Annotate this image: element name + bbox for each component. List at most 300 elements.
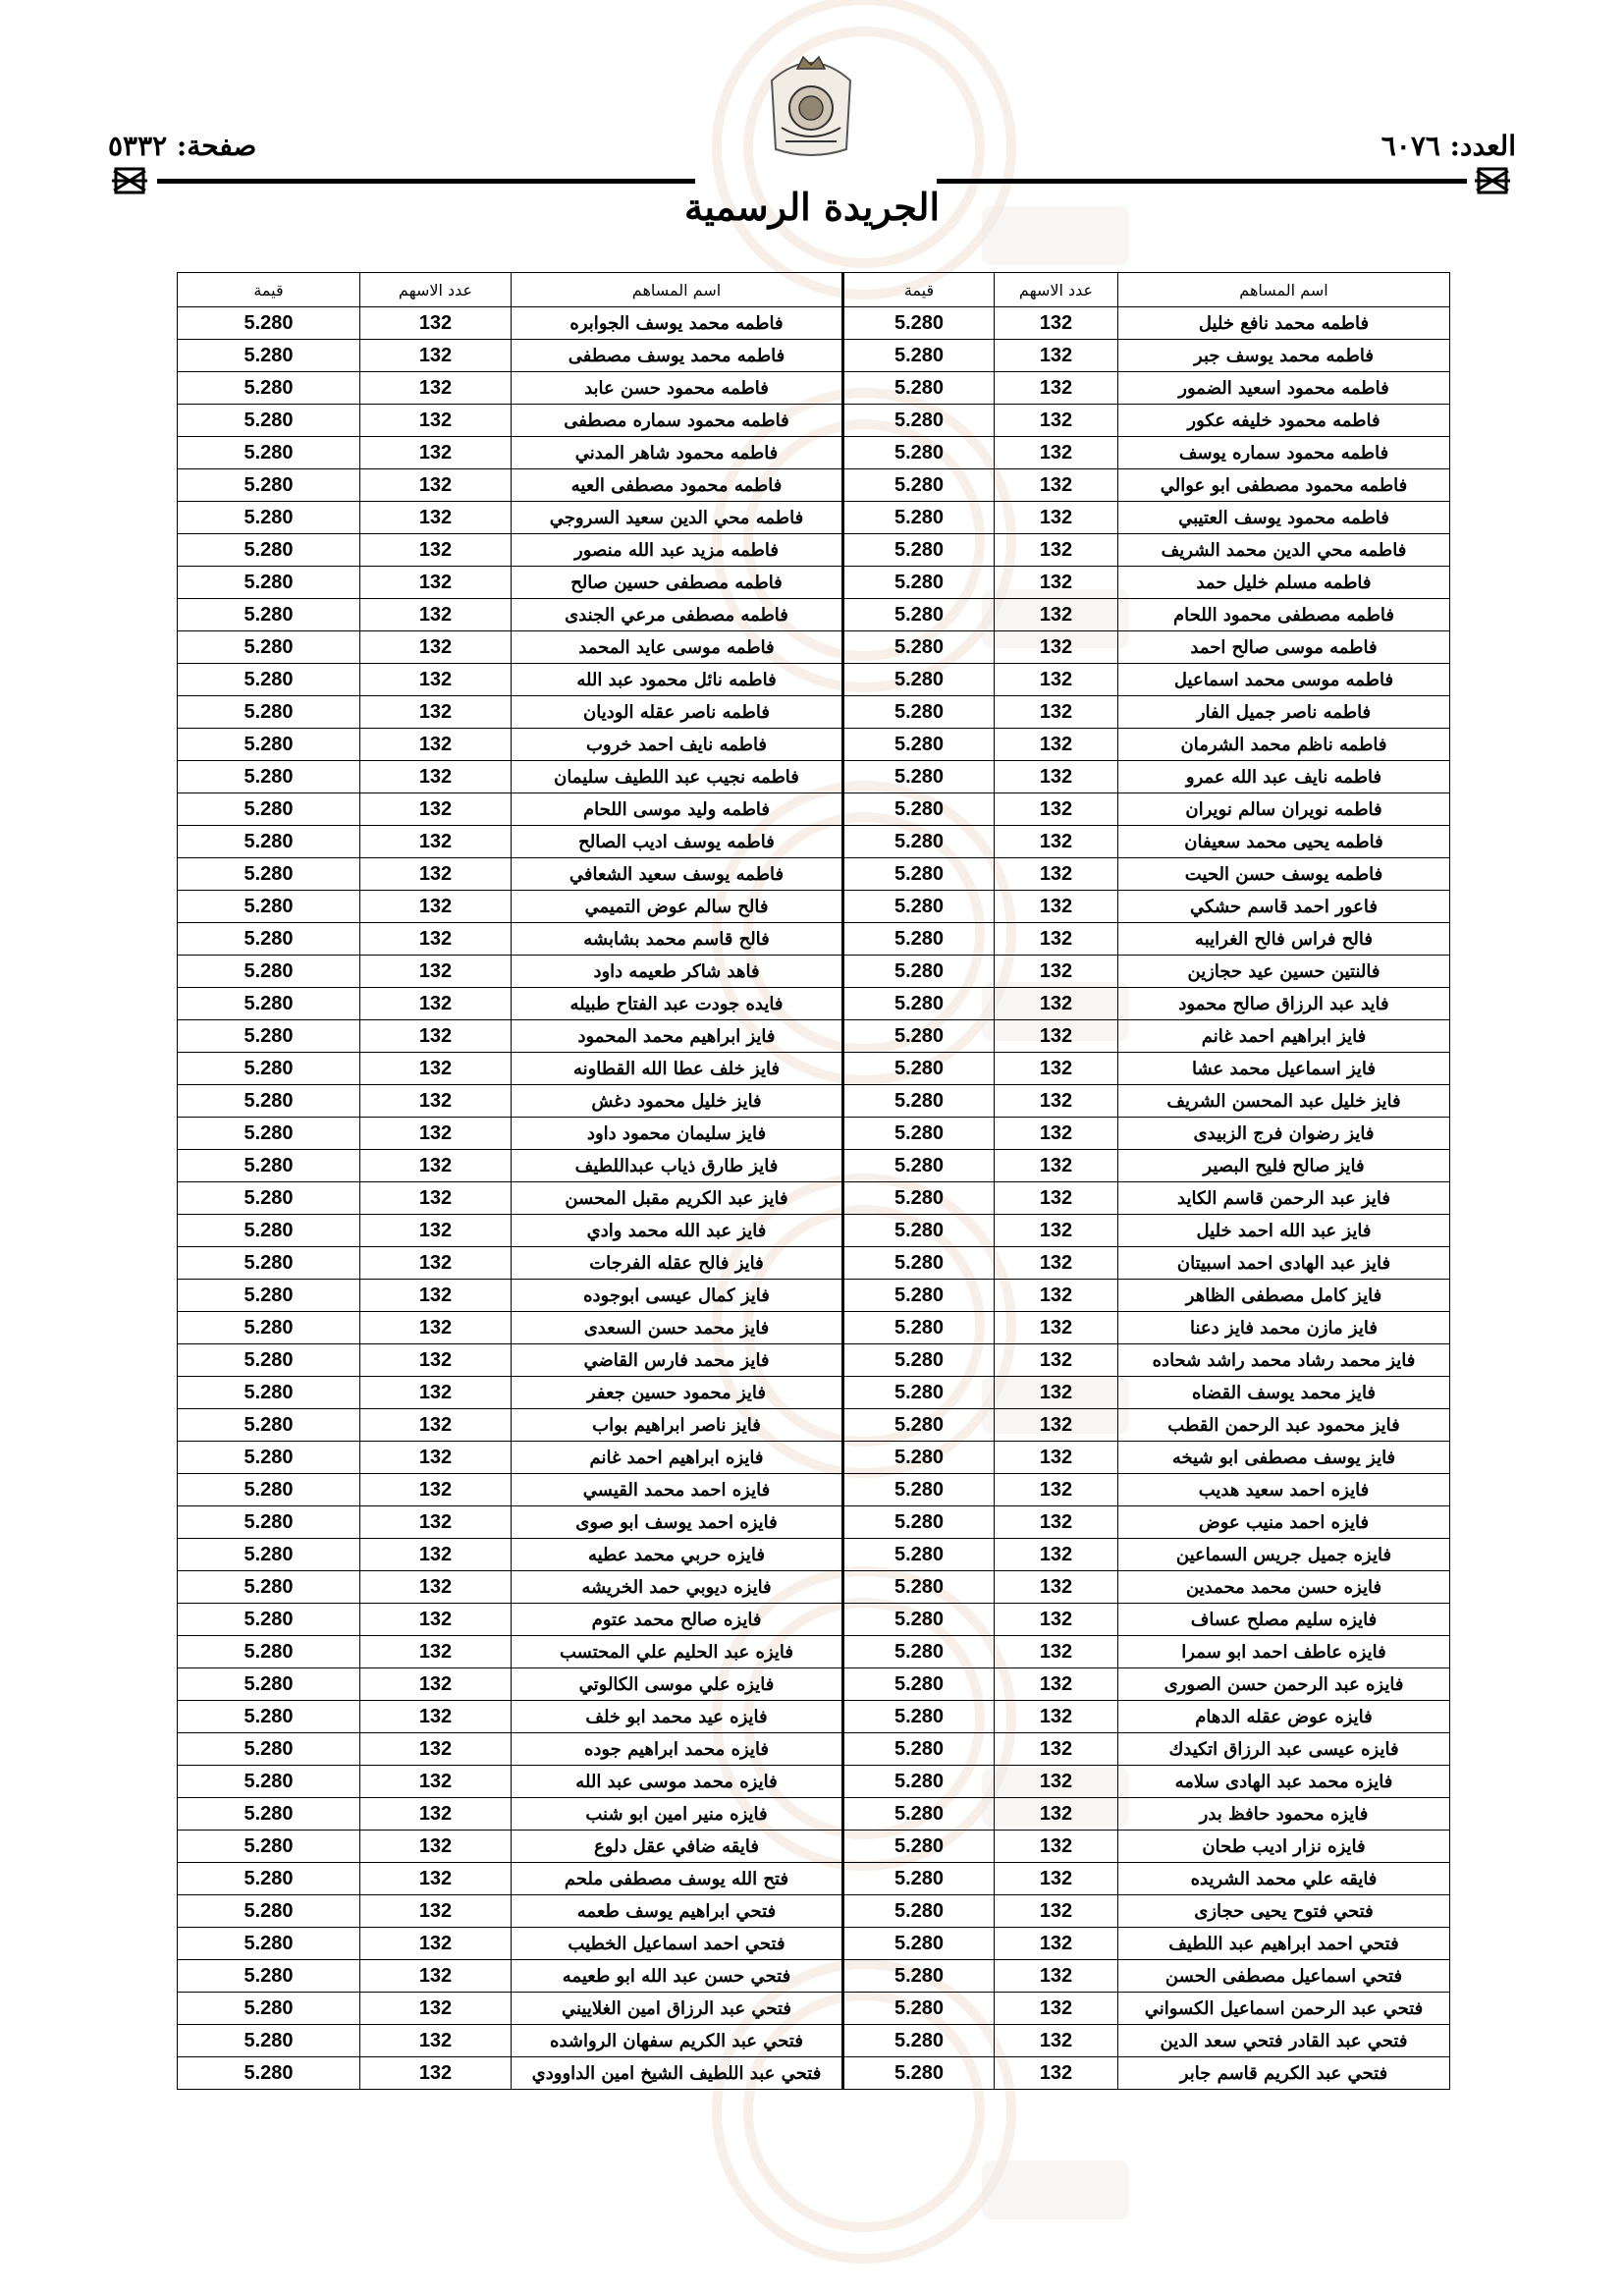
share-count: 132 bbox=[360, 956, 512, 988]
share-value: 5.280 bbox=[843, 1280, 995, 1312]
shareholder-name: فايزه محمد موسى عبد الله bbox=[512, 1766, 843, 1798]
table-row bbox=[178, 372, 1450, 405]
shareholder-name: فاطمه محمود مصطفى العيه bbox=[512, 469, 843, 502]
share-count: 132 bbox=[360, 1668, 512, 1701]
share-count: 132 bbox=[995, 1993, 1118, 2025]
share-count: 132 bbox=[360, 1863, 512, 1895]
share-value: 5.280 bbox=[843, 1636, 995, 1668]
share-count: 132 bbox=[360, 1960, 512, 1993]
share-value: 5.280 bbox=[178, 1831, 360, 1863]
shareholder-name: فتحي عبد اللطيف الشيخ امين الداوودي bbox=[512, 2057, 843, 2090]
share-value: 5.280 bbox=[843, 1571, 995, 1604]
issue-number: العدد: ٦٠٧٦ bbox=[1380, 130, 1516, 162]
share-count: 132 bbox=[995, 1053, 1118, 1085]
gazette-title: الجريدة الرسمية bbox=[683, 185, 941, 229]
share-count: 132 bbox=[360, 1247, 512, 1280]
share-count: 132 bbox=[995, 437, 1118, 469]
share-value: 5.280 bbox=[178, 1312, 360, 1344]
page-number: صفحة: ٥٣٣٢ bbox=[108, 130, 257, 162]
share-count: 132 bbox=[995, 1701, 1118, 1733]
shareholder-name: فايده جودت عبد الفتاح طبيله bbox=[512, 988, 843, 1020]
share-count: 132 bbox=[360, 1506, 512, 1539]
share-count: 132 bbox=[995, 567, 1118, 599]
share-count: 132 bbox=[360, 1053, 512, 1085]
shareholder-name: فايقه علي محمد الشريده bbox=[1118, 1863, 1450, 1895]
shareholder-name: فايز رضوان فرج الزبيدى bbox=[1118, 1118, 1450, 1150]
share-count: 132 bbox=[995, 631, 1118, 664]
share-value: 5.280 bbox=[843, 1506, 995, 1539]
share-value: 5.280 bbox=[843, 1668, 995, 1701]
table-row bbox=[178, 631, 1450, 664]
share-value: 5.280 bbox=[178, 956, 360, 988]
shareholder-name: فالح قاسم محمد بشابشه bbox=[512, 923, 843, 956]
share-count: 132 bbox=[360, 1474, 512, 1506]
header-rule-right bbox=[937, 179, 1467, 184]
share-value: 5.280 bbox=[178, 891, 360, 923]
share-value: 5.280 bbox=[843, 631, 995, 664]
share-value: 5.280 bbox=[843, 761, 995, 793]
header-rule-left bbox=[157, 179, 695, 184]
share-value: 5.280 bbox=[843, 1928, 995, 1960]
share-value: 5.280 bbox=[178, 1247, 360, 1280]
table-row bbox=[178, 567, 1450, 599]
share-count: 132 bbox=[360, 1993, 512, 2025]
table-body bbox=[178, 307, 1450, 2090]
share-count: 132 bbox=[360, 1766, 512, 1798]
royal-coat-of-arms-icon bbox=[762, 51, 860, 161]
shareholder-name: فايز ابراهيم احمد غانم bbox=[1118, 1020, 1450, 1053]
share-value: 5.280 bbox=[178, 1668, 360, 1701]
share-value: 5.280 bbox=[178, 1701, 360, 1733]
share-value: 5.280 bbox=[178, 340, 360, 372]
share-count: 132 bbox=[360, 1442, 512, 1474]
share-value: 5.280 bbox=[843, 1701, 995, 1733]
shareholder-name: فايزه احمد سعيد هديب bbox=[1118, 1474, 1450, 1506]
share-count: 132 bbox=[995, 1831, 1118, 1863]
share-value: 5.280 bbox=[178, 793, 360, 826]
share-count: 132 bbox=[995, 1506, 1118, 1539]
shareholder-name: فاطمه نايف عبد الله عمرو bbox=[1118, 761, 1450, 793]
shareholder-name: فايزه احمد منيب عوض bbox=[1118, 1506, 1450, 1539]
share-count: 132 bbox=[995, 1895, 1118, 1928]
shareholder-name: فتحي فتوح يحيى حجازى bbox=[1118, 1895, 1450, 1928]
table-row bbox=[178, 793, 1450, 826]
share-value: 5.280 bbox=[843, 1766, 995, 1798]
shareholder-name: فاطمه محمود سماره مصطفى bbox=[512, 405, 843, 437]
table-row bbox=[178, 1895, 1450, 1928]
share-count: 132 bbox=[360, 891, 512, 923]
shareholder-name: فاطمه يوسف سعيد الشعافي bbox=[512, 858, 843, 891]
share-value: 5.280 bbox=[843, 858, 995, 891]
share-count: 132 bbox=[995, 1377, 1118, 1409]
share-count: 132 bbox=[360, 1118, 512, 1150]
share-count: 132 bbox=[995, 793, 1118, 826]
share-value: 5.280 bbox=[843, 793, 995, 826]
table-row bbox=[178, 1960, 1450, 1993]
shareholder-name: فايزه جميل جريس السماعين bbox=[1118, 1539, 1450, 1571]
share-count: 132 bbox=[995, 1636, 1118, 1668]
share-value: 5.280 bbox=[843, 599, 995, 631]
shareholder-name: فايز عبد الرحمن قاسم الكايد bbox=[1118, 1182, 1450, 1215]
shareholder-name: فاطمه موسى محمد اسماعيل bbox=[1118, 664, 1450, 696]
shareholder-name: فاطمه محمد نافع خليل bbox=[1118, 307, 1450, 340]
table-row bbox=[178, 1247, 1450, 1280]
share-value: 5.280 bbox=[843, 2057, 995, 2090]
shareholder-name: فاطمه وليد موسى اللحام bbox=[512, 793, 843, 826]
share-value: 5.280 bbox=[178, 405, 360, 437]
share-count: 132 bbox=[360, 567, 512, 599]
share-value: 5.280 bbox=[178, 1539, 360, 1571]
shareholder-name: فاطمه مصطفى مرعي الجندى bbox=[512, 599, 843, 631]
shareholder-name: فتح الله يوسف مصطفى ملحم bbox=[512, 1863, 843, 1895]
table-row bbox=[178, 664, 1450, 696]
table-row bbox=[178, 956, 1450, 988]
share-value: 5.280 bbox=[178, 761, 360, 793]
table-row bbox=[178, 826, 1450, 858]
share-value: 5.280 bbox=[843, 923, 995, 956]
share-count: 132 bbox=[995, 1733, 1118, 1766]
share-value: 5.280 bbox=[178, 502, 360, 534]
share-count: 132 bbox=[360, 1085, 512, 1118]
shareholder-name: فايد عبد الرزاق صالح محمود bbox=[1118, 988, 1450, 1020]
table-row bbox=[178, 1474, 1450, 1506]
shareholder-name: فايز عبد الهادى احمد اسبيتان bbox=[1118, 1247, 1450, 1280]
shareholder-name: فايزه محمود حافظ بدر bbox=[1118, 1798, 1450, 1831]
shareholder-name: فايز ناصر ابراهيم بواب bbox=[512, 1409, 843, 1442]
share-count: 132 bbox=[360, 988, 512, 1020]
share-count: 132 bbox=[995, 1539, 1118, 1571]
shareholder-name: فاعور احمد قاسم حشكي bbox=[1118, 891, 1450, 923]
share-value: 5.280 bbox=[843, 372, 995, 405]
share-value: 5.280 bbox=[178, 631, 360, 664]
shareholder-name: فايز فالح عقله الفرجات bbox=[512, 1247, 843, 1280]
share-value: 5.280 bbox=[843, 1150, 995, 1182]
share-value: 5.280 bbox=[843, 534, 995, 567]
shareholder-name: فايز عبد الله احمد خليل bbox=[1118, 1215, 1450, 1247]
shareholder-name: فاطمه محمد يوسف مصطفى bbox=[512, 340, 843, 372]
share-value: 5.280 bbox=[178, 599, 360, 631]
shareholder-name: فايز خليل محمود دغش bbox=[512, 1085, 843, 1118]
share-value: 5.280 bbox=[843, 1085, 995, 1118]
share-count: 132 bbox=[360, 1182, 512, 1215]
shareholder-name: فاطمه مصطفى محمود اللحام bbox=[1118, 599, 1450, 631]
table-row bbox=[178, 1798, 1450, 1831]
share-count: 132 bbox=[995, 1409, 1118, 1442]
shareholder-name: فاطمه محمد يوسف جبر bbox=[1118, 340, 1450, 372]
share-count: 132 bbox=[360, 858, 512, 891]
share-value: 5.280 bbox=[178, 437, 360, 469]
share-count: 132 bbox=[995, 307, 1118, 340]
share-value: 5.280 bbox=[178, 1182, 360, 1215]
share-count: 132 bbox=[995, 1247, 1118, 1280]
share-value: 5.280 bbox=[178, 1409, 360, 1442]
shareholder-name: فايز كمال عيسى ابوجوده bbox=[512, 1280, 843, 1312]
shareholder-name: فايز محمود عبد الرحمن القطب bbox=[1118, 1409, 1450, 1442]
shareholder-name: فاطمه يحيى محمد سعيفان bbox=[1118, 826, 1450, 858]
shareholder-name: فتحي عبد القادر فتحي سعد الدين bbox=[1118, 2025, 1450, 2057]
share-count: 132 bbox=[360, 826, 512, 858]
share-count: 132 bbox=[995, 1960, 1118, 1993]
share-count: 132 bbox=[360, 405, 512, 437]
share-count: 132 bbox=[360, 2057, 512, 2090]
shareholder-name: فتحي احمد اسماعيل الخطيب bbox=[512, 1928, 843, 1960]
share-count: 132 bbox=[360, 729, 512, 761]
table-row bbox=[178, 1668, 1450, 1701]
share-value: 5.280 bbox=[178, 1215, 360, 1247]
share-value: 5.280 bbox=[843, 1960, 995, 1993]
table-row bbox=[178, 1442, 1450, 1474]
share-value: 5.280 bbox=[178, 988, 360, 1020]
table-row bbox=[178, 599, 1450, 631]
share-value: 5.280 bbox=[178, 2025, 360, 2057]
table-row bbox=[178, 1020, 1450, 1053]
share-count: 132 bbox=[360, 1701, 512, 1733]
share-count: 132 bbox=[360, 923, 512, 956]
share-value: 5.280 bbox=[178, 729, 360, 761]
shareholder-name: فايزه صالح محمد عتوم bbox=[512, 1604, 843, 1636]
share-value: 5.280 bbox=[843, 1539, 995, 1571]
share-value: 5.280 bbox=[843, 1993, 995, 2025]
table-row bbox=[178, 2057, 1450, 2090]
share-count: 132 bbox=[995, 1344, 1118, 1377]
share-count: 132 bbox=[995, 826, 1118, 858]
share-value: 5.280 bbox=[843, 988, 995, 1020]
share-count: 132 bbox=[995, 1668, 1118, 1701]
share-value: 5.280 bbox=[843, 502, 995, 534]
shareholder-name: فايز يوسف مصطفى ابو شيخه bbox=[1118, 1442, 1450, 1474]
share-count: 132 bbox=[995, 599, 1118, 631]
share-value: 5.280 bbox=[843, 1798, 995, 1831]
share-count: 132 bbox=[360, 631, 512, 664]
share-value: 5.280 bbox=[178, 1766, 360, 1798]
table-row bbox=[178, 1571, 1450, 1604]
table-row bbox=[178, 1863, 1450, 1895]
share-count: 132 bbox=[995, 858, 1118, 891]
column-header-value: قيمة bbox=[843, 273, 995, 307]
share-value: 5.280 bbox=[843, 1247, 995, 1280]
table-row bbox=[178, 1182, 1450, 1215]
share-count: 132 bbox=[360, 1280, 512, 1312]
shareholder-name: فايزه عوض عقله الدهام bbox=[1118, 1701, 1450, 1733]
shareholder-name: فايز محمود حسين جعفر bbox=[512, 1377, 843, 1409]
share-count: 132 bbox=[360, 502, 512, 534]
shareholder-name: فاطمه محمود اسعيد الضمور bbox=[1118, 372, 1450, 405]
share-count: 132 bbox=[360, 1604, 512, 1636]
share-value: 5.280 bbox=[178, 1085, 360, 1118]
shareholder-name: فايز محمد يوسف القضاه bbox=[1118, 1377, 1450, 1409]
table-row bbox=[178, 988, 1450, 1020]
share-value: 5.280 bbox=[178, 1928, 360, 1960]
shareholder-name: فاطمه نائل محمود عبد الله bbox=[512, 664, 843, 696]
ornament-knot-icon bbox=[1473, 163, 1512, 198]
share-value: 5.280 bbox=[843, 2025, 995, 2057]
share-value: 5.280 bbox=[178, 469, 360, 502]
share-count: 132 bbox=[995, 502, 1118, 534]
share-value: 5.280 bbox=[843, 1344, 995, 1377]
share-value: 5.280 bbox=[843, 405, 995, 437]
shareholder-name: فتحي عبد الكريم قاسم جابر bbox=[1118, 2057, 1450, 2090]
shareholder-name: فايزه محمد ابراهيم جوده bbox=[512, 1733, 843, 1766]
column-header-name: اسم المساهم bbox=[1118, 273, 1450, 307]
share-value: 5.280 bbox=[178, 1506, 360, 1539]
shareholder-name: فايزه حربي محمد عطيه bbox=[512, 1539, 843, 1571]
share-value: 5.280 bbox=[843, 1020, 995, 1053]
shareholder-name: فاطمه ناظم محمد الشرمان bbox=[1118, 729, 1450, 761]
shareholder-name: فاطمه موسى صالح احمد bbox=[1118, 631, 1450, 664]
shareholder-name: فايزه سليم مصلح عساف bbox=[1118, 1604, 1450, 1636]
share-value: 5.280 bbox=[843, 1312, 995, 1344]
share-value: 5.280 bbox=[178, 1993, 360, 2025]
share-count: 132 bbox=[360, 1733, 512, 1766]
share-count: 132 bbox=[360, 599, 512, 631]
share-value: 5.280 bbox=[178, 1960, 360, 1993]
share-value: 5.280 bbox=[843, 1831, 995, 1863]
share-value: 5.280 bbox=[843, 307, 995, 340]
share-count: 132 bbox=[995, 1215, 1118, 1247]
table-header-row bbox=[178, 273, 1450, 307]
share-count: 132 bbox=[995, 1280, 1118, 1312]
shareholder-name: فالح سالم عوض التميمي bbox=[512, 891, 843, 923]
share-value: 5.280 bbox=[843, 1733, 995, 1766]
share-value: 5.280 bbox=[178, 1118, 360, 1150]
page-header bbox=[0, 0, 1624, 265]
share-count: 132 bbox=[995, 2025, 1118, 2057]
shareholder-name: فاطمه محي الدين سعيد السروجي bbox=[512, 502, 843, 534]
shareholder-name: فايزه علي موسى الكالوتي bbox=[512, 1668, 843, 1701]
shareholder-name: فتحي عبد الرزاق امين الغلاييني bbox=[512, 1993, 843, 2025]
share-count: 132 bbox=[995, 1150, 1118, 1182]
shareholder-name: فالنتين حسين عيد حجازين bbox=[1118, 956, 1450, 988]
share-count: 132 bbox=[995, 923, 1118, 956]
table-row bbox=[178, 1409, 1450, 1442]
shareholder-name: فايز محمد حسن السعدى bbox=[512, 1312, 843, 1344]
column-header-shares: عدد الاسهم bbox=[995, 273, 1118, 307]
share-count: 132 bbox=[995, 1863, 1118, 1895]
table-row bbox=[178, 1377, 1450, 1409]
shareholder-name: فايزه احمد محمد القيسي bbox=[512, 1474, 843, 1506]
share-count: 132 bbox=[995, 1085, 1118, 1118]
share-value: 5.280 bbox=[178, 1377, 360, 1409]
share-value: 5.280 bbox=[178, 1571, 360, 1604]
share-count: 132 bbox=[360, 1377, 512, 1409]
shareholder-name: فاطمه يوسف اديب الصالح bbox=[512, 826, 843, 858]
share-value: 5.280 bbox=[843, 664, 995, 696]
share-value: 5.280 bbox=[178, 1863, 360, 1895]
share-count: 132 bbox=[995, 1312, 1118, 1344]
table-row bbox=[178, 858, 1450, 891]
table-row bbox=[178, 1831, 1450, 1863]
share-value: 5.280 bbox=[178, 1053, 360, 1085]
share-count: 132 bbox=[995, 1182, 1118, 1215]
share-count: 132 bbox=[995, 372, 1118, 405]
share-value: 5.280 bbox=[178, 1895, 360, 1928]
table-row bbox=[178, 1604, 1450, 1636]
table-row bbox=[178, 1993, 1450, 2025]
share-count: 132 bbox=[360, 696, 512, 729]
share-count: 132 bbox=[995, 469, 1118, 502]
share-count: 132 bbox=[995, 696, 1118, 729]
table-row bbox=[178, 1733, 1450, 1766]
shareholder-name: فتحي اسماعيل مصطفى الحسن bbox=[1118, 1960, 1450, 1993]
shareholder-name: فايزه نزار اديب طحان bbox=[1118, 1831, 1450, 1863]
shareholder-name: فايز محمد رشاد محمد راشد شحاده bbox=[1118, 1344, 1450, 1377]
shareholder-name: فايز كامل مصطفى الظاهر bbox=[1118, 1280, 1450, 1312]
share-count: 132 bbox=[360, 761, 512, 793]
share-count: 132 bbox=[995, 956, 1118, 988]
share-value: 5.280 bbox=[178, 1733, 360, 1766]
shareholder-name: فتحي عبد الكريم سفهان الرواشده bbox=[512, 2025, 843, 2057]
shareholder-name: فاطمه نجيب عبد اللطيف سليمان bbox=[512, 761, 843, 793]
table-row bbox=[178, 1053, 1450, 1085]
share-value: 5.280 bbox=[843, 1053, 995, 1085]
shareholder-name: فايز مازن محمد فايز دعنا bbox=[1118, 1312, 1450, 1344]
table-row bbox=[178, 1506, 1450, 1539]
share-value: 5.280 bbox=[843, 1215, 995, 1247]
share-value: 5.280 bbox=[843, 1409, 995, 1442]
share-value: 5.280 bbox=[843, 696, 995, 729]
table-row bbox=[178, 1539, 1450, 1571]
table-row bbox=[178, 696, 1450, 729]
share-count: 132 bbox=[360, 1215, 512, 1247]
shareholder-name: فايز اسماعيل محمد عشا bbox=[1118, 1053, 1450, 1085]
share-count: 132 bbox=[995, 1020, 1118, 1053]
shareholder-name: فاهد شاكر طعيمه داود bbox=[512, 956, 843, 988]
share-value: 5.280 bbox=[843, 1442, 995, 1474]
table-row bbox=[178, 1312, 1450, 1344]
share-value: 5.280 bbox=[178, 2057, 360, 2090]
share-count: 132 bbox=[995, 2057, 1118, 2090]
share-value: 5.280 bbox=[843, 1182, 995, 1215]
table-row bbox=[178, 1766, 1450, 1798]
shareholder-name: فاطمه مزيد عبد الله منصور bbox=[512, 534, 843, 567]
share-count: 132 bbox=[360, 372, 512, 405]
share-value: 5.280 bbox=[178, 372, 360, 405]
shareholder-name: فتحي حسن عبد الله ابو طعيمه bbox=[512, 1960, 843, 1993]
share-count: 132 bbox=[360, 1150, 512, 1182]
shareholder-name: فاطمه محمود سماره يوسف bbox=[1118, 437, 1450, 469]
table-row bbox=[178, 1701, 1450, 1733]
share-count: 132 bbox=[360, 469, 512, 502]
share-count: 132 bbox=[360, 1831, 512, 1863]
share-value: 5.280 bbox=[178, 923, 360, 956]
share-count: 132 bbox=[360, 534, 512, 567]
table-row bbox=[178, 1344, 1450, 1377]
share-value: 5.280 bbox=[843, 567, 995, 599]
shareholder-name: فتحي احمد ابراهيم عبد اللطيف bbox=[1118, 1928, 1450, 1960]
share-count: 132 bbox=[360, 1895, 512, 1928]
share-value: 5.280 bbox=[843, 891, 995, 923]
share-value: 5.280 bbox=[178, 1604, 360, 1636]
table-row bbox=[178, 437, 1450, 469]
share-value: 5.280 bbox=[178, 567, 360, 599]
share-value: 5.280 bbox=[843, 437, 995, 469]
shareholder-name: فاطمه ناصر جميل الفار bbox=[1118, 696, 1450, 729]
share-count: 132 bbox=[360, 1409, 512, 1442]
ornament-knot-icon bbox=[110, 163, 149, 198]
share-count: 132 bbox=[995, 891, 1118, 923]
share-value: 5.280 bbox=[843, 956, 995, 988]
shareholder-name: فايزه عبد الحليم علي المحتسب bbox=[512, 1636, 843, 1668]
table-row bbox=[178, 761, 1450, 793]
shareholder-name: فايقه ضافي عقل دلوع bbox=[512, 1831, 843, 1863]
share-count: 132 bbox=[995, 761, 1118, 793]
share-value: 5.280 bbox=[178, 1474, 360, 1506]
shareholder-name: فاطمه محمود حسن عابد bbox=[512, 372, 843, 405]
share-count: 132 bbox=[360, 307, 512, 340]
shareholder-name: فايز محمد فارس القاضي bbox=[512, 1344, 843, 1377]
share-count: 132 bbox=[995, 1474, 1118, 1506]
share-count: 132 bbox=[360, 1312, 512, 1344]
